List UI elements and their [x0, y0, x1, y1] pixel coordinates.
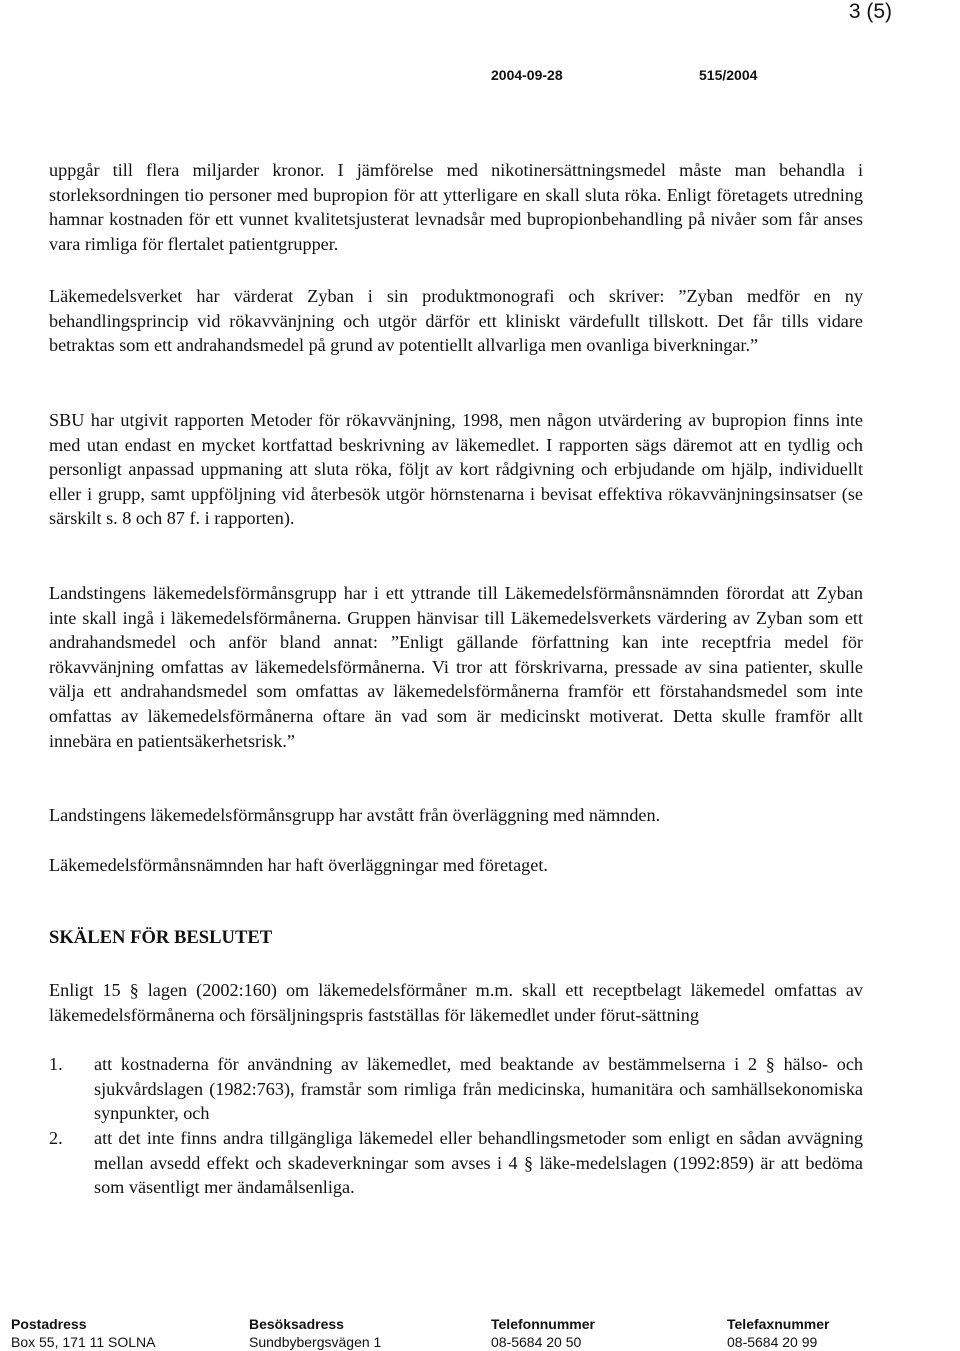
footer-label: Telefonnummer — [491, 1316, 595, 1332]
footer-value: 08-5684 20 99 — [727, 1334, 818, 1350]
body-paragraph: Läkemedelsförmånsnämnden har haft överläggningar med företaget. — [49, 855, 548, 875]
list-item — [49, 1052, 863, 1126]
footer-value: 08-5684 20 50 — [491, 1334, 582, 1350]
document-date: 2004-09-28 — [491, 67, 563, 83]
document-reference: 515/2004 — [699, 67, 758, 83]
list-item-text: att det inte finns andra tillgängliga läkemedel eller behandlingsmetoder som enligt en sådan avvägning mellan avsedd effekt och skadeverkningar som avses i 4 § läke-medelslagen (1992:859) är att bedöma som väsentligt mer ändamålsenliga. — [94, 1128, 863, 1198]
footer-visiting-address — [249, 1315, 381, 1351]
body-paragraph: Enligt 15 § lagen (2002:160) om läkemedelsförmåner m.m. skall ett receptbelagt läkemedel omfattas av läkemedelsförmånerna och försäljningspris fastställas för läkemedlet under förut-sättning — [49, 980, 863, 1025]
footer-label: Besöksadress — [249, 1316, 344, 1332]
footer-postal-address — [11, 1315, 156, 1351]
footer-label: Postadress — [11, 1316, 87, 1332]
page-number: 3 (5) — [848, 0, 892, 23]
body-paragraph: Landstingens läkemedelsförmånsgrupp har i ett yttrande till Läkemedelsförmånsnämnden förordat att Zyban inte skall ingå i läkemedelsförmånerna. Gruppen hänvisar till Läkemedelsverkets värdering av Zyban som ett andrahandsmedel och anför bland annat: ”Enligt gällande författning kan inte receptfria medel för rökavvänjning omfattas av läkemedelsförmånerna. Vi tror att förskrivarna, pressade av sina patienter, skulle välja ett andrahandsmedel som omfattas av läkemedelsförmånerna framför ett förstahandsmedel som inte omfattas av läkemedelsförmånerna oftare än vad som är medicinskt motiverat. Detta skulle framför allt innebära en patientsäkerhetsrisk.” — [49, 583, 863, 751]
footer-value: Sundbybergsvägen 1 — [249, 1334, 382, 1350]
footer-label: Telefaxnummer — [727, 1316, 830, 1332]
body-paragraph: uppgår till flera miljarder kronor. I jämförelse med nikotinersättningsmedel måste man behandla i storleksordningen tio personer med bupropion för att ytterligare en skall sluta röka. Enligt företagets utredning hamnar kostnaden för ett vunnet kvalitetsjusterat levnadsår med bupropionbehandling på nivåer som får anses vara rimliga för flertalet patientgrupper. — [49, 160, 863, 254]
body-paragraph: Landstingens läkemedelsförmånsgrupp har avstått från överläggning med nämnden. — [49, 805, 661, 825]
body-paragraph: SBU har utgivit rapporten Metoder för rökavvänjning, 1998, men någon utvärdering av bupropion finns inte med utan endast en mycket kortfattad beskrivning av läkemedlet. I rapporten sägs däremot att en tydlig och personligt anpassad uppmaning att sluta röka, följt av kort rådgivning och erbjudande om hjälp, individuellt eller i grupp, samt uppföljning vid återbesök utgör hörnstenarna i bevisat effektiva rökavvänjningsinsatser (se särskilt s. 8 och 87 f. i rapporten). — [49, 410, 863, 529]
section-heading: SKÄLEN FÖR BESLUTET — [49, 927, 273, 948]
footer-fax — [727, 1315, 829, 1351]
list-item-number: 1. — [49, 1054, 63, 1074]
footer-phone — [491, 1315, 595, 1351]
list-item-number: 2. — [49, 1128, 63, 1148]
body-paragraph: Läkemedelsverket har värderat Zyban i sin produktmonografi och skriver: ”Zyban medför en ny behandlingsprincip vid rökavvänjning och utgör därför ett kliniskt värdefullt tillskott. Det får tills vidare betraktas som ett andrahandsmedel på grund av potentiellt allvarliga men ovanliga biverkningar.” — [49, 286, 863, 356]
footer-value: Box 55, 171 11 SOLNA — [11, 1334, 156, 1350]
list-item-text: att kostnaderna för användning av läkemedlet, med beaktande av bestämmelserna i 2 § hälso- och sjukvårdslagen (1982:763), framstår som rimliga från medicinska, humanitära och samhällsekonomiska synpunkter, och — [94, 1054, 863, 1124]
list-item — [49, 1126, 863, 1200]
